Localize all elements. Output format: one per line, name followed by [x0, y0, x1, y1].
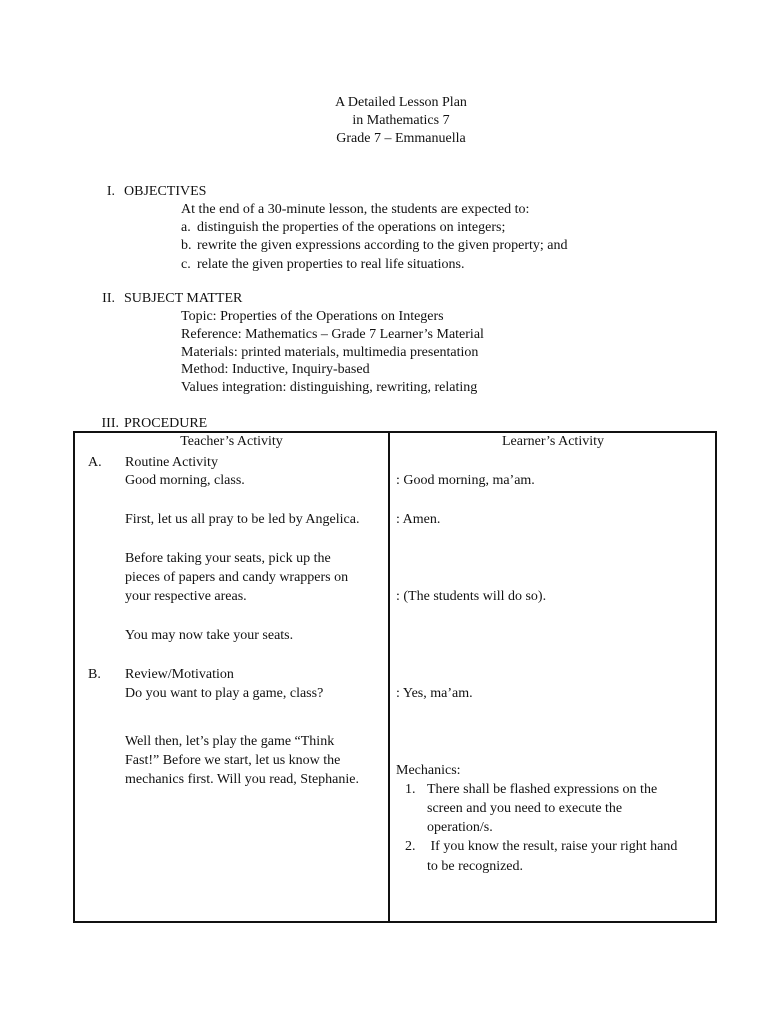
- section-a-letter: A.: [88, 455, 102, 470]
- teacher-cleanup-line1: Before taking your seats, pick up the: [125, 551, 331, 566]
- subject-materials: Materials: printed materials, multimedia presentation: [181, 345, 479, 360]
- learner-amen: : Amen.: [396, 512, 441, 527]
- mechanic-2-number: 2.: [405, 839, 416, 854]
- subject-topic: Topic: Properties of the Operations on Integers: [181, 309, 444, 324]
- teacher-prayer: First, let us all pray to be led by Angelica.: [125, 512, 360, 527]
- mechanic-1-line2: screen and you need to execute the: [427, 801, 623, 816]
- subject-method: Method: Inductive, Inquiry-based: [181, 362, 370, 377]
- teacher-seats: You may now take your seats.: [125, 628, 294, 643]
- objective-c-letter: c.: [181, 257, 191, 272]
- mechanic-1-number: 1.: [405, 782, 416, 797]
- objective-a-letter: a.: [181, 220, 191, 235]
- procedure-table-divider: [388, 431, 390, 923]
- teacher-greeting: Good morning, class.: [125, 473, 245, 488]
- teacher-activity-header: Teacher’s Activity: [180, 434, 283, 449]
- learner-yes: : Yes, ma’am.: [396, 686, 473, 701]
- learner-cleanup: : (The students will do so).: [396, 589, 547, 604]
- mechanic-1-line3: operation/s.: [427, 820, 493, 835]
- section-a-title: Routine Activity: [125, 455, 218, 470]
- learner-activity-header: Learner’s Activity: [502, 434, 604, 449]
- procedure-heading: PROCEDURE: [124, 416, 208, 431]
- mechanic-1-line1: There shall be flashed expressions on the: [427, 782, 658, 797]
- teacher-game-line2: Fast!” Before we start, let us know the: [125, 753, 341, 768]
- teacher-game-line1: Well then, let’s play the game “Think: [125, 734, 335, 749]
- doc-title: A Detailed Lesson Plan: [335, 95, 467, 110]
- section-b-title: Review/Motivation: [125, 667, 234, 682]
- subject-matter-number: II.: [102, 291, 115, 306]
- objectives-intro: At the end of a 30-minute lesson, the students are expected to:: [181, 202, 530, 217]
- teacher-game-question: Do you want to play a game, class?: [125, 686, 324, 701]
- doc-grade: Grade 7 – Emmanuella: [336, 131, 466, 146]
- mechanic-2-line1: If you know the result, raise your right hand: [427, 839, 678, 854]
- mechanics-label: Mechanics:: [396, 763, 461, 778]
- subject-matter-heading: SUBJECT MATTER: [124, 291, 243, 306]
- procedure-number: III.: [101, 416, 119, 431]
- subject-reference: Reference: Mathematics – Grade 7 Learner’s Material: [181, 327, 484, 342]
- teacher-game-line3: mechanics first. Will you read, Stephanie.: [125, 772, 360, 787]
- section-b-letter: B.: [88, 667, 101, 682]
- objective-a-text: distinguish the properties of the operations on integers;: [197, 220, 506, 235]
- objectives-heading: OBJECTIVES: [124, 184, 207, 199]
- learner-greeting: : Good morning, ma’am.: [396, 473, 535, 488]
- teacher-cleanup-line2: pieces of papers and candy wrappers on: [125, 570, 349, 585]
- objective-b-letter: b.: [181, 238, 192, 253]
- objectives-number: I.: [106, 184, 115, 199]
- objective-b-text: rewrite the given expressions according to the given property; and: [197, 238, 568, 253]
- objective-c-text: relate the given properties to real life situations.: [197, 257, 465, 272]
- mechanic-2-line2: to be recognized.: [427, 859, 524, 874]
- doc-subject: in Mathematics 7: [352, 113, 450, 128]
- teacher-cleanup-line3: your respective areas.: [125, 589, 247, 604]
- subject-values: Values integration: distinguishing, rewriting, relating: [181, 380, 478, 395]
